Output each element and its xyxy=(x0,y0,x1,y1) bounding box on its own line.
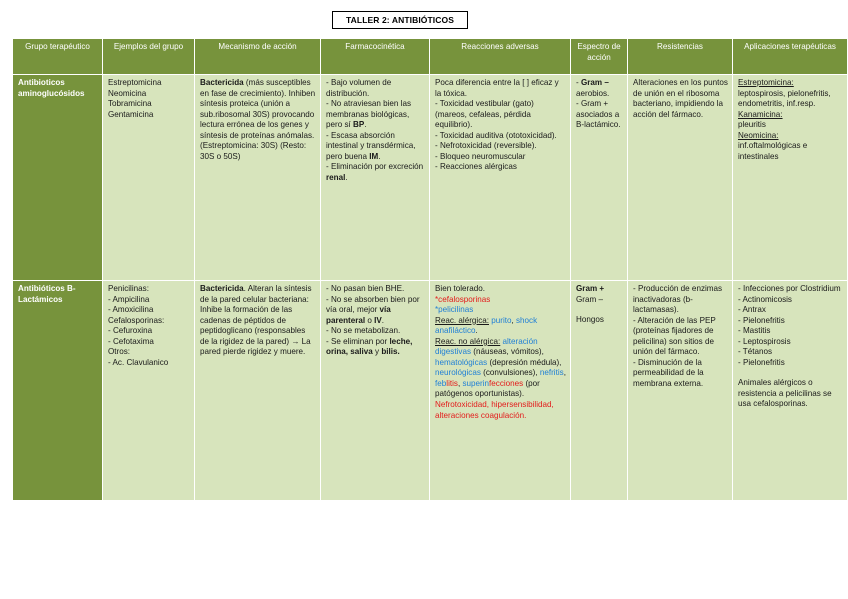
text: o xyxy=(365,315,375,325)
text-bold: bilis. xyxy=(381,347,400,357)
text: - Escasa absorción intestinal y transdérmica, pero buena xyxy=(326,130,416,161)
farmaco-point xyxy=(326,337,425,358)
text: - No se absorben bien por vía oral, mejor xyxy=(326,294,420,315)
mecanismo-text: . Alteran la síntesis de la pared celular bacteriana: Inhibe la formación de las cadenas de péptidos de peptidoglicano (responsables de la rigidez de la pared) → La pared pierde rigidez y muere. xyxy=(200,284,312,357)
aplicacion-label: Kanamicina: xyxy=(738,109,783,119)
text: nefritis xyxy=(539,368,564,378)
text: . xyxy=(378,151,381,161)
header-resistencias: Resistencias xyxy=(628,39,733,75)
reacciones-cell xyxy=(430,281,571,501)
farmaco-point xyxy=(326,99,425,131)
farmaco-point xyxy=(326,295,425,327)
list-item: - Toxicidad auditiva (ototoxicidad). xyxy=(435,130,557,140)
resistencias-cell: Alteraciones en los puntos de unión en el ribosoma bacteriano, impidiendo la acción del fármaco. xyxy=(628,75,733,281)
header-row xyxy=(13,39,848,75)
text: feb xyxy=(435,378,447,388)
header-ejemplos: Ejemplos del grupo xyxy=(103,39,195,75)
group-cell: Antibioticos aminoglucósidos xyxy=(13,75,103,281)
header-grupo: Grupo terapéutico xyxy=(13,39,103,75)
mecanismo-bold: Bactericida xyxy=(200,78,244,87)
text-bold: IM xyxy=(369,151,379,161)
reaccion-label: Reac. no alérgica: xyxy=(435,336,501,346)
espectro-cell xyxy=(571,75,628,281)
text: (convulsiones), xyxy=(480,368,540,378)
text: . xyxy=(345,172,348,182)
text-bold: BP xyxy=(353,120,365,130)
text: (por patógenos oportunistas). xyxy=(435,378,540,399)
spacer xyxy=(576,305,623,315)
espectro-item: - Gram + asociados a B-lactámico. xyxy=(576,99,621,130)
text: fecciones xyxy=(489,378,524,388)
list-item: - Actinomicosis xyxy=(738,294,792,304)
reaccion-line xyxy=(435,337,566,400)
list-item: - Pielonefritis xyxy=(738,357,785,367)
aplicacion-text: inf.oftalmológicas e intestinales xyxy=(738,141,808,161)
group-cell: Antibióticos B-Lactámicos xyxy=(13,281,103,501)
text: shock anafiláctico xyxy=(435,315,538,336)
table-row xyxy=(13,281,848,501)
list-item: - Disminución de la permeabilidad de la membrana externa. xyxy=(633,357,704,388)
text-bold: leche, orina, saliva xyxy=(326,336,413,357)
farmaco-point: - No se metabolizan. xyxy=(326,326,401,336)
mecanismo-text: (más susceptibles en fase de crecimiento). Inhiben síntesis proteica (unión a sub.ribosomal 30S) provocando lectura errónea de los genes y síntesis de proteínas anómalas. (Estreptomicina: 30S) (Resto: 30S o 50S) xyxy=(200,78,316,161)
text: - Se eliminan por xyxy=(326,336,390,346)
farmacocinetica-cell xyxy=(321,75,430,281)
list-item: - Reacciones alérgicas xyxy=(435,162,517,172)
espectro-cell xyxy=(571,281,628,501)
aplicacion-text: pleuritis xyxy=(738,120,766,130)
text: . xyxy=(381,315,385,325)
text: litis xyxy=(446,378,458,388)
list-item: Penicilinas: xyxy=(108,284,149,293)
text: - Eliminación por excreción xyxy=(326,162,424,172)
list-item: - Mastitis xyxy=(738,326,771,336)
text: aerobios. xyxy=(576,88,610,98)
antibiotics-table xyxy=(12,38,848,501)
text: hematológicas xyxy=(435,357,488,367)
text: , xyxy=(563,368,566,378)
list-item: - Bloqueo neuromuscular xyxy=(435,151,526,161)
list-item: - Nefrotoxicidad (reversible). xyxy=(435,141,537,151)
text: neurológicas xyxy=(435,368,481,378)
list-item: - Alteración de las PEP (proteínas fijadores de pelicilina) son sitios de unión del fármaco. xyxy=(633,315,716,357)
mecanismo-cell xyxy=(195,75,321,281)
ejemplos-cell xyxy=(103,281,195,501)
header-farmacocinetica: Farmacocinética xyxy=(321,39,430,75)
list-item: - Cefotaxima xyxy=(108,336,154,346)
text-bold: renal xyxy=(326,172,346,182)
ejemplos-cell xyxy=(103,75,195,281)
text: . xyxy=(475,326,478,336)
text-bold: vía parenteral xyxy=(326,305,391,325)
text: . xyxy=(364,120,367,130)
reaccion-line: *cefalosporinas xyxy=(435,294,491,304)
header-mecanismo: Mecanismo de acción xyxy=(195,39,321,75)
list-item: - Producción de enzimas inactivadoras (b-lactamasas). xyxy=(633,284,723,315)
reaccion-line: *pelicilinas xyxy=(435,305,474,315)
aplicacion-label: Neomicina: xyxy=(738,130,779,140)
text: , xyxy=(511,315,516,325)
mecanismo-bold: Bactericida xyxy=(200,284,244,293)
spacer xyxy=(738,368,843,378)
farmaco-point xyxy=(326,131,425,163)
farmaco-point: - No pasan bien BHE. xyxy=(326,284,405,293)
reacciones-cell xyxy=(430,75,571,281)
list-item: Poca diferencia entre la [ ] eficaz y la tóxica. xyxy=(435,78,559,98)
text: purito xyxy=(491,315,512,325)
list-item: - Leptospirosis xyxy=(738,336,791,346)
list-item: - Ac. Clavulanico xyxy=(108,357,169,367)
text-bold: IV xyxy=(374,315,382,325)
reaccion-line: Nefrotoxicidad, hipersensibilidad, alteraciones coagulación. xyxy=(435,400,554,420)
text: (depresión médula), xyxy=(487,357,562,367)
reaccion-line: Bien tolerado. xyxy=(435,284,485,293)
text: , xyxy=(457,378,463,388)
list-item: - Infecciones por Clostridium xyxy=(738,284,841,293)
list-item: Tobramicina xyxy=(108,99,152,109)
list-item: - Toxicidad vestibular (gato) (mareos, cefaleas, pérdida equilibrio). xyxy=(435,99,534,130)
farmaco-point xyxy=(326,162,425,183)
aplicacion-label: Estreptomicina: xyxy=(738,78,794,87)
espectro-item: Gram + xyxy=(576,284,605,293)
table-row xyxy=(13,75,848,281)
farmacocinetica-cell xyxy=(321,281,430,501)
resistencias-cell xyxy=(628,281,733,501)
text: - No atraviesan bien las membranas biológicas, pero sí xyxy=(326,99,412,130)
reaccion-line xyxy=(435,316,566,337)
list-item: - Cefuroxina xyxy=(108,326,153,336)
aplicaciones-cell xyxy=(733,281,848,501)
text-bold: Gram – xyxy=(580,78,609,87)
farmaco-point: - Bajo volumen de distribución. xyxy=(326,78,392,98)
text: (náuseas, vómitos), xyxy=(471,347,544,357)
espectro-item: Hongos xyxy=(576,315,604,325)
list-item: - Pielonefritis xyxy=(738,315,785,325)
list-item: Gentamicina xyxy=(108,109,154,119)
list-item: - Ampicilina xyxy=(108,294,150,304)
list-item: - Tétanos xyxy=(738,347,773,357)
espectro-item: Gram – xyxy=(576,294,603,304)
header-espectro: Espectro de acción xyxy=(571,39,628,75)
espectro-item: - Gram – aerobios. xyxy=(576,78,610,98)
aplicacion-note: Animales alérgicos o resistencia a pelicilinas se usa cefalosporinas. xyxy=(738,378,832,409)
list-item: Neomicina xyxy=(108,88,147,98)
list-item: - Amoxicilina xyxy=(108,305,154,315)
list-item: Otros: xyxy=(108,347,131,357)
header-aplicaciones: Aplicaciones terapéuticas xyxy=(733,39,848,75)
text: y xyxy=(372,347,382,357)
reaccion-label: Reac. alérgica: xyxy=(435,315,489,325)
aplicaciones-cell xyxy=(733,75,848,281)
mecanismo-cell xyxy=(195,281,321,501)
list-item: Estreptomicina xyxy=(108,78,162,87)
list-item: Cefalosporinas: xyxy=(108,315,165,325)
aplicacion-text: leptospirosis, pielonefritis, endometritis, inf.resp. xyxy=(738,88,831,109)
text: superin xyxy=(462,378,490,388)
page-title: TALLER 2: ANTIBIÓTICOS xyxy=(332,11,468,29)
header-reacciones: Reacciones adversas xyxy=(430,39,571,75)
text: alteración digestivas xyxy=(435,336,538,357)
list-item: - Antrax xyxy=(738,305,766,315)
